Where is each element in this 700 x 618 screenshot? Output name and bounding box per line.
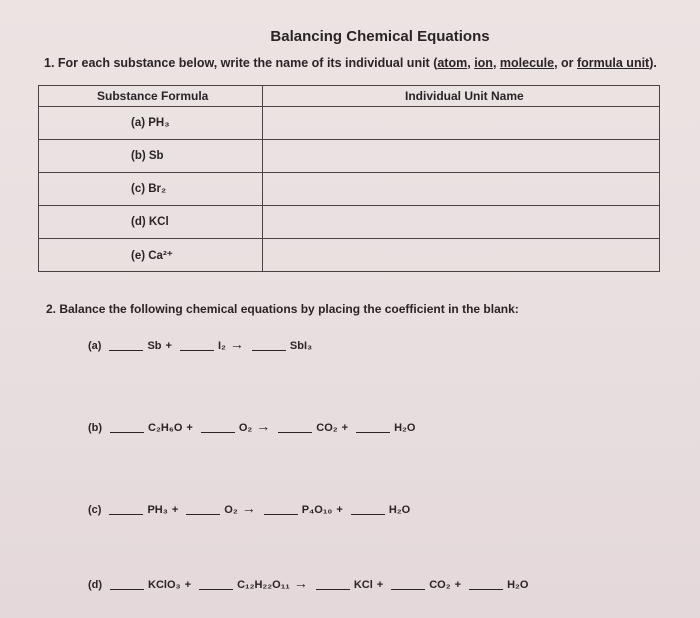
formula-cell: (b) Sb — [39, 140, 263, 173]
equation-d — [88, 575, 528, 591]
equation-label: (d) — [88, 579, 103, 591]
answer-cell[interactable] — [263, 206, 660, 239]
table-row — [39, 107, 660, 140]
chemical-formula: C₁₂H₂₂O₁₁ — [237, 579, 290, 591]
coefficient-blank[interactable] — [186, 514, 220, 515]
coefficient-blank[interactable] — [109, 514, 143, 515]
formula-cell: (e) Ca²⁺ — [39, 239, 263, 272]
plus-sign: + — [454, 579, 462, 591]
coefficient-blank[interactable] — [109, 350, 143, 351]
chemical-formula: O₂ — [224, 504, 238, 516]
chemical-formula: Sb — [147, 340, 162, 352]
chemical-formula: CO₂ — [316, 422, 338, 434]
header-unit-name: Individual Unit Name — [263, 86, 660, 107]
chemical-formula: KCl — [353, 579, 373, 591]
coefficient-blank[interactable] — [351, 514, 385, 515]
coefficient-blank[interactable] — [110, 432, 144, 433]
term-atom: atom — [437, 56, 468, 70]
coefficient-blank[interactable] — [264, 514, 298, 515]
question-2: 2. Balance the following chemical equations by placing the coefficient in the blank: — [46, 302, 519, 316]
formula-cell: (a) PH₃ — [39, 107, 263, 140]
formula-cell: (d) KCl — [39, 206, 263, 239]
term-formula-unit: formula unit — [577, 56, 650, 70]
arrow-icon: → — [293, 575, 308, 591]
coefficient-blank[interactable] — [278, 432, 312, 433]
answer-cell[interactable] — [263, 173, 660, 206]
coefficient-blank[interactable] — [469, 589, 503, 590]
coefficient-blank[interactable] — [110, 589, 144, 590]
coefficient-blank[interactable] — [356, 432, 390, 433]
coefficient-blank[interactable] — [201, 432, 235, 433]
chemical-formula: I₂ — [217, 340, 226, 352]
answer-cell[interactable] — [263, 140, 660, 173]
coefficient-blank[interactable] — [180, 350, 214, 351]
chemical-formula: PH₃ — [147, 504, 168, 516]
chemical-formula: SbI₃ — [289, 340, 313, 352]
question-1: 1. For each substance below, write the name of its individual unit (atom, ion, molecule, or formula unit). — [44, 56, 657, 70]
plus-sign: + — [336, 504, 343, 516]
term-ion: ion — [474, 56, 493, 70]
answer-cell[interactable] — [263, 107, 660, 140]
coefficient-blank[interactable] — [199, 589, 233, 590]
question-1-suffix: ). — [649, 56, 657, 70]
equation-b — [88, 418, 415, 434]
table-row — [39, 239, 660, 272]
arrow-icon: → — [256, 418, 271, 434]
unit-name-table — [38, 85, 660, 272]
plus-sign: + — [171, 504, 179, 516]
equation-label: (a) — [88, 340, 102, 352]
chemical-formula: C₂H₆O — [148, 422, 183, 434]
page-title: Balancing Chemical Equations — [270, 28, 490, 45]
coefficient-blank[interactable] — [252, 350, 286, 351]
chemical-formula: P₄O₁₀ — [301, 504, 333, 516]
table-row — [39, 173, 660, 206]
chemical-formula: H₂O — [388, 504, 411, 516]
plus-sign: + — [186, 422, 193, 434]
term-molecule: molecule — [499, 56, 555, 70]
equation-label: (b) — [88, 422, 103, 434]
plus-sign: + — [376, 579, 384, 591]
question-1-text: 1. For each substance below, write the name of its individual unit ( — [44, 56, 438, 70]
chemical-formula: CO₂ — [429, 579, 451, 591]
arrow-icon: → — [229, 336, 244, 352]
chemical-formula: O₂ — [238, 422, 253, 434]
header-substance-formula: Substance Formula — [39, 86, 263, 107]
equation-label: (c) — [88, 504, 102, 516]
equation-a — [88, 336, 312, 352]
formula-cell: (c) Br₂ — [39, 173, 263, 206]
equation-c — [88, 500, 410, 516]
chemical-formula: KClO₃ — [148, 579, 181, 591]
table-header — [39, 86, 660, 107]
table-row — [39, 140, 660, 173]
arrow-icon: → — [241, 500, 256, 516]
coefficient-blank[interactable] — [391, 589, 425, 590]
table-row — [39, 206, 660, 239]
plus-sign: + — [165, 340, 172, 352]
coefficient-blank[interactable] — [316, 589, 350, 590]
answer-cell[interactable] — [263, 239, 660, 272]
plus-sign: + — [184, 579, 192, 591]
chemical-formula: H₂O — [394, 422, 416, 434]
plus-sign: + — [341, 422, 349, 434]
chemical-formula: H₂O — [507, 579, 529, 591]
